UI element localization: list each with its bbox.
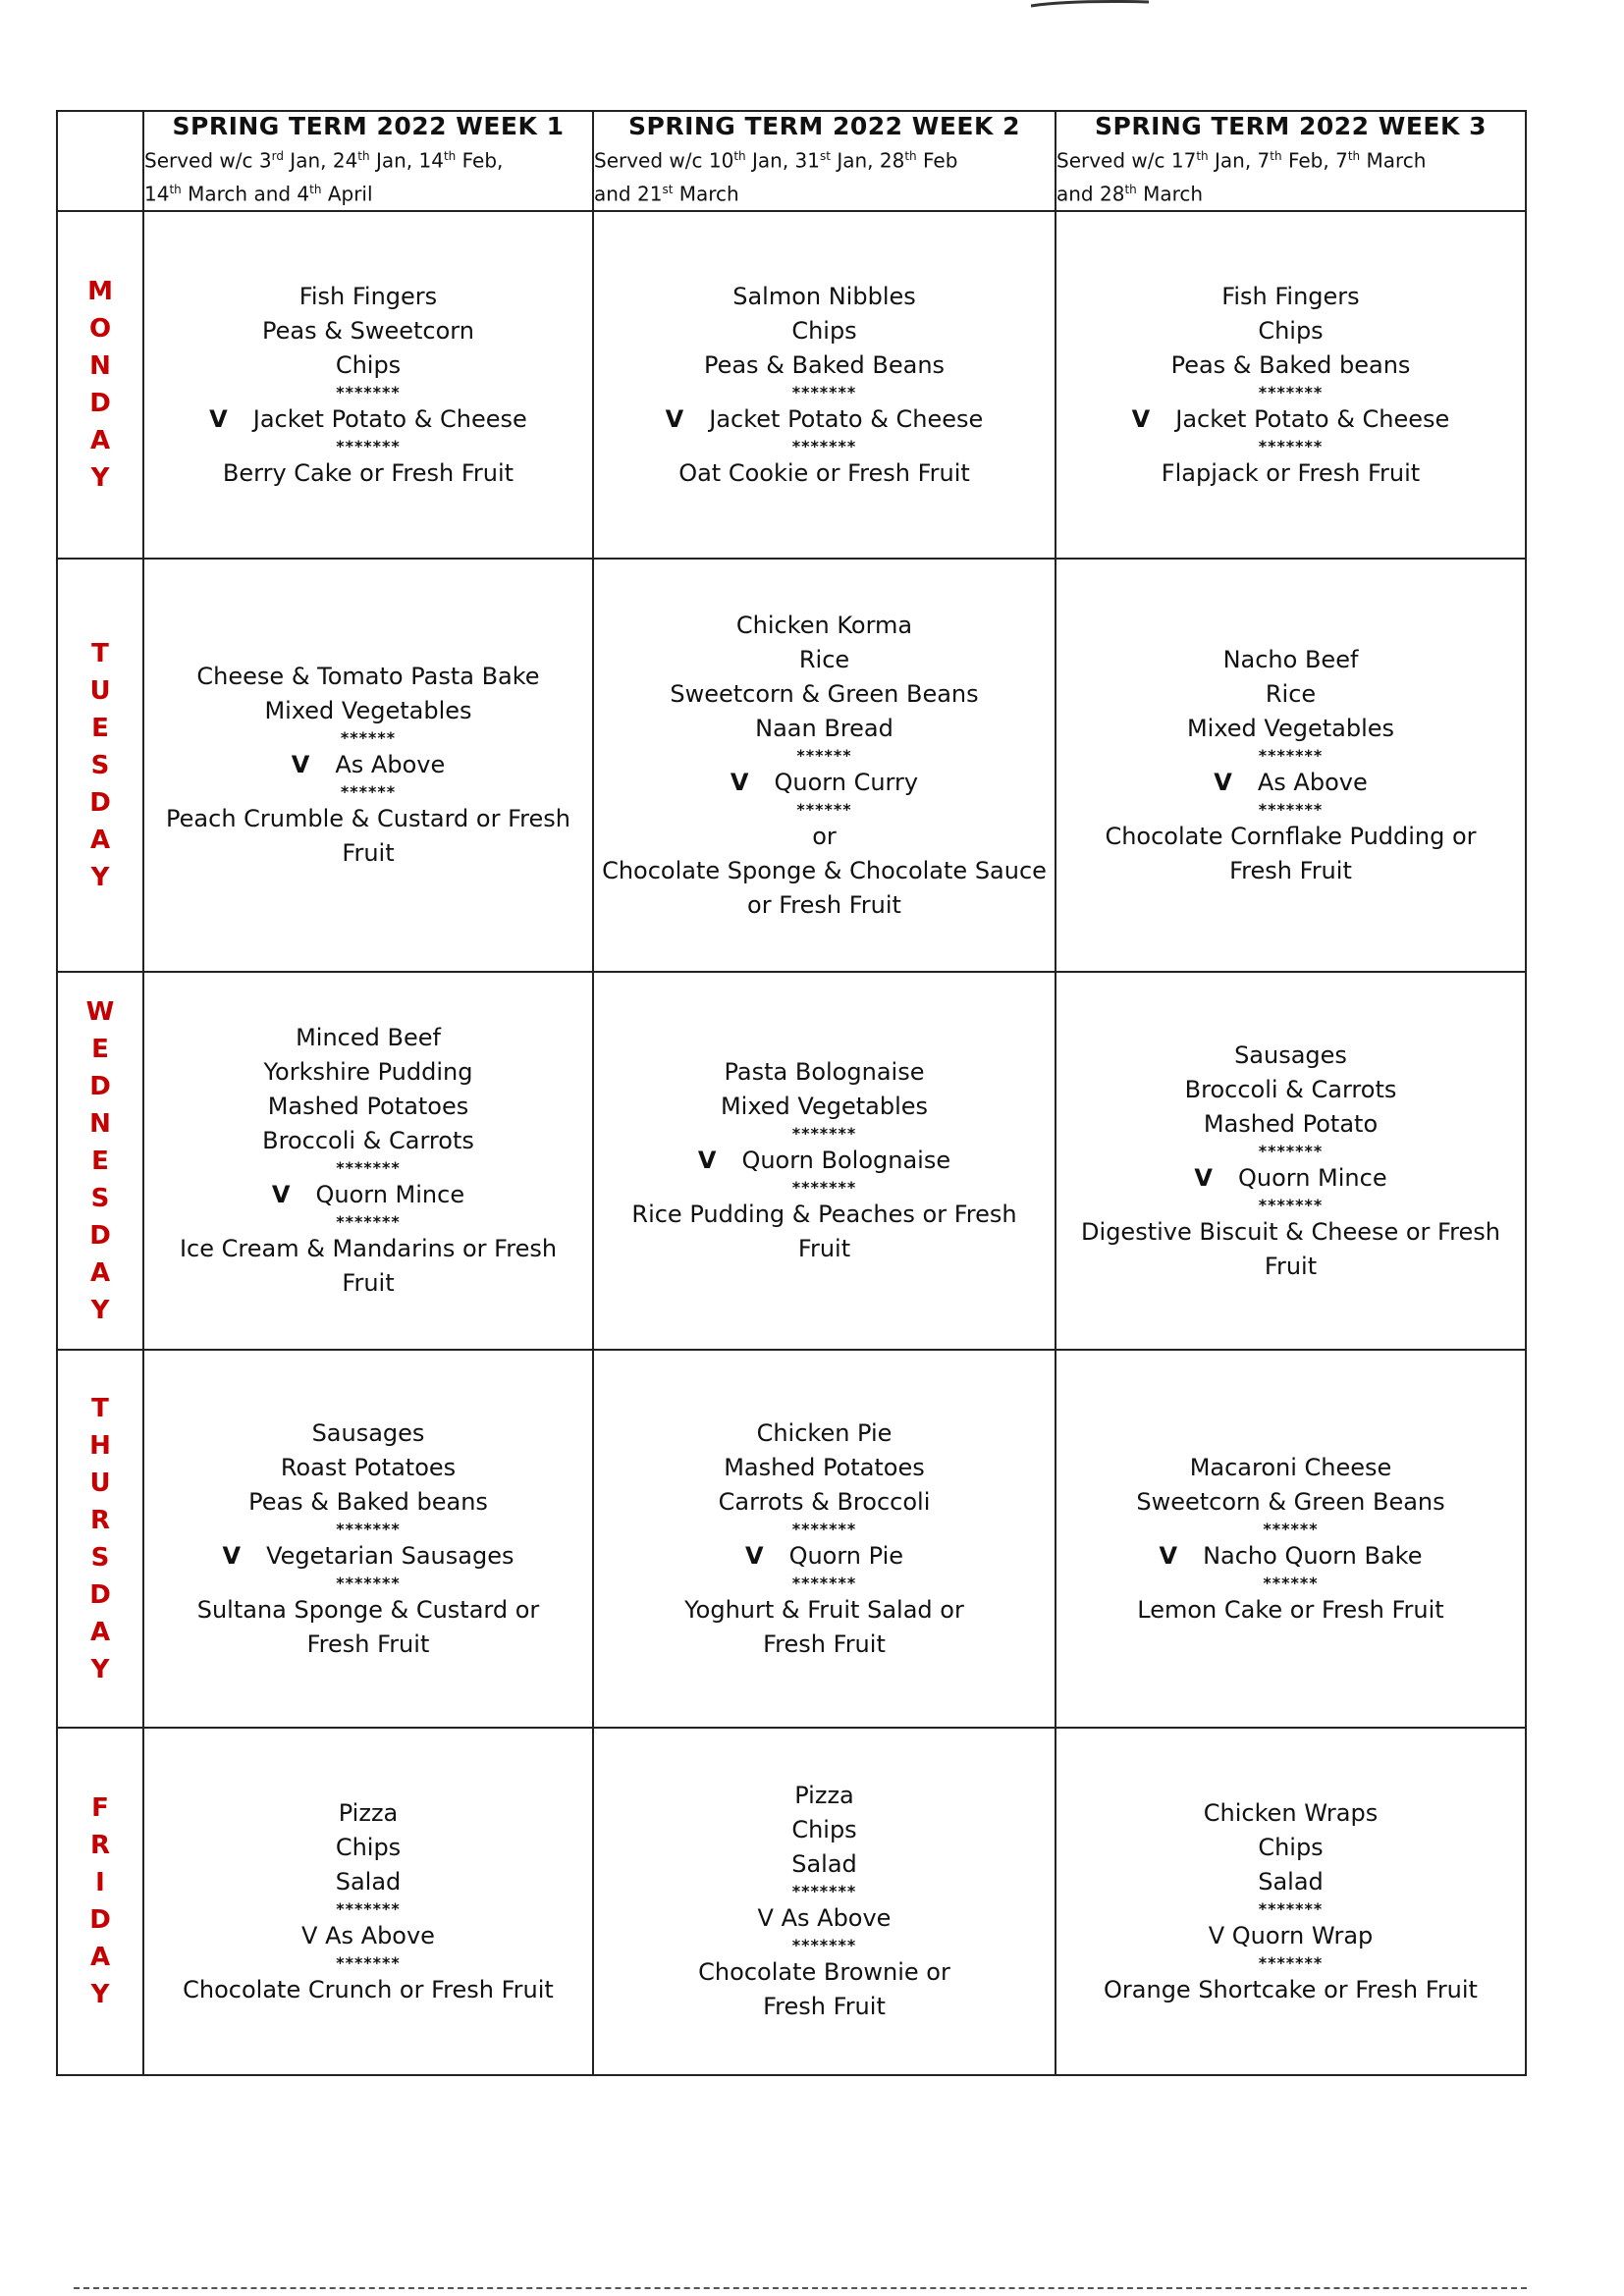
menu-cell xyxy=(1056,211,1526,559)
day-row-wednesday xyxy=(57,972,1526,1350)
dish-name: Fruit xyxy=(1264,1252,1318,1280)
served-text: Jan, 7 xyxy=(1208,148,1271,173)
dish-name: Quorn Bolognaise xyxy=(741,1147,951,1174)
dish-name: Pizza xyxy=(338,1798,399,1827)
vegetarian-option xyxy=(144,1178,592,1212)
day-letter: N xyxy=(89,1108,111,1139)
dish-name: Chips xyxy=(791,1816,857,1843)
day-letter: T xyxy=(91,638,109,668)
dish-name: As Above xyxy=(335,751,446,778)
served-text: 14 xyxy=(144,182,170,206)
menu-cell xyxy=(593,972,1056,1350)
dish-name: Mixed Vegetables xyxy=(720,1093,929,1120)
dish-name: Peas & Baked beans xyxy=(248,1487,488,1516)
dish-name: Peas & Sweetcorn xyxy=(262,316,474,345)
dish-name: Peas & Baked Beans xyxy=(703,350,946,379)
week-header-1 xyxy=(143,111,593,211)
week-title: SPRING TERM 2022 WEEK 2 xyxy=(628,112,1020,140)
separator-stars: ******* xyxy=(336,1573,401,1592)
day-letter: R xyxy=(89,1505,111,1535)
dish-name: Chocolate Cornflake Pudding or xyxy=(1105,822,1477,850)
separator-stars: ****** xyxy=(340,728,397,747)
ordinal-suffix: th xyxy=(1347,149,1361,163)
dish-name: Peach Crumble & Custard or Fresh xyxy=(166,805,570,832)
ordinal-suffix: th xyxy=(443,149,457,163)
bottom-rule xyxy=(74,2287,1527,2289)
dish-name: Flapjack or Fresh Fruit xyxy=(1161,458,1421,487)
vegetarian-marker: V xyxy=(1194,1163,1213,1192)
separator-stars: ****** xyxy=(796,745,852,765)
vegetarian-marker: V xyxy=(291,751,310,778)
vegetarian-marker: V xyxy=(222,1541,242,1570)
menu-cell xyxy=(1056,1350,1526,1728)
dish-name: Chocolate Crunch or Fresh Fruit xyxy=(183,1975,554,2003)
dish-name: Pizza xyxy=(794,1782,854,1809)
day-letter: D xyxy=(89,787,111,818)
day-letter: N xyxy=(89,351,111,381)
dish-name: Fruit xyxy=(342,839,395,867)
dish-name: Salad xyxy=(791,1850,857,1878)
separator-stars: ******* xyxy=(336,436,401,455)
dish-name: Peas & Baked beans xyxy=(1170,350,1411,379)
served-text: and 28 xyxy=(1056,182,1125,206)
dish-name: Nacho Beef xyxy=(1222,645,1359,673)
served-dates xyxy=(1056,142,1525,208)
day-row-friday xyxy=(57,1728,1526,2075)
menu-cell xyxy=(593,211,1056,559)
ordinal-suffix: th xyxy=(357,149,370,163)
dish-name: Chicken Wraps xyxy=(1203,1798,1379,1827)
day-letter: W xyxy=(85,996,115,1027)
day-letter: U xyxy=(89,1468,111,1498)
dish-name: Rice xyxy=(798,645,850,673)
dish-name: Sausages xyxy=(311,1418,425,1447)
separator-stars: ******* xyxy=(791,1178,857,1197)
day-letter: O xyxy=(88,314,112,344)
dish-name: Quorn Curry xyxy=(774,768,919,796)
vegetarian-option xyxy=(1056,1161,1525,1196)
dish-name: Salmon Nibbles xyxy=(732,282,916,310)
dish-name: Carrots & Broccoli xyxy=(718,1487,931,1516)
day-letter: D xyxy=(89,1905,111,1935)
dish-name: Broccoli & Carrots xyxy=(262,1127,474,1154)
served-text: and 21 xyxy=(594,182,663,206)
week-header-3 xyxy=(1056,111,1526,211)
menu-cell xyxy=(1056,972,1526,1350)
dish-name: Quorn Pie xyxy=(788,1541,904,1570)
dish-name: Macaroni Cheese xyxy=(1189,1453,1392,1481)
day-row-tuesday xyxy=(57,559,1526,972)
served-text: Jan, 31 xyxy=(745,148,820,173)
dish-name: Chocolate Brownie or xyxy=(698,1958,950,1986)
ordinal-suffix: th xyxy=(1196,149,1209,163)
ordinal-suffix: th xyxy=(1270,149,1282,163)
separator-stars: ******* xyxy=(1258,436,1324,455)
vegetarian-marker: V xyxy=(1214,768,1232,796)
served-text: March xyxy=(673,182,739,206)
vegetarian-option xyxy=(1056,766,1525,800)
dish-name: Orange Shortcake or Fresh Fruit xyxy=(1104,1975,1478,2003)
dish-name: Mixed Vegetables xyxy=(1186,714,1395,742)
dish-name: Naan Bread xyxy=(755,714,893,742)
dish-name: Chips xyxy=(791,316,857,345)
day-letter: S xyxy=(90,750,110,780)
separator-stars: ******* xyxy=(336,1898,401,1918)
week-title: SPRING TERM 2022 WEEK 1 xyxy=(172,112,565,140)
dish-name: Mixed Vegetables xyxy=(264,697,472,724)
vegetarian-marker: V xyxy=(744,1541,764,1570)
ordinal-suffix: rd xyxy=(271,149,284,163)
dish-name: Ice Cream & Mandarins or Fresh xyxy=(179,1235,558,1262)
day-letter: E xyxy=(91,1146,109,1176)
day-letter: A xyxy=(89,1617,111,1647)
menu-cell xyxy=(593,1728,1056,2075)
dish-name: Chocolate Sponge & Chocolate Sauce xyxy=(602,856,1047,884)
dish-name: Chips xyxy=(335,350,402,379)
dish-name: Digestive Biscuit & Cheese or Fresh xyxy=(1081,1217,1500,1246)
separator-stars: ******* xyxy=(791,1882,857,1900)
vegetarian-option xyxy=(1056,402,1525,437)
dish-name: Sultana Sponge & Custard or xyxy=(196,1595,540,1624)
served-text: Jan, 24 xyxy=(283,148,358,173)
separator-stars: ******* xyxy=(336,1158,401,1177)
menu-cell xyxy=(143,972,593,1350)
separator-stars: ******* xyxy=(336,382,401,401)
vegetarian-marker: V xyxy=(1131,404,1151,433)
day-letter: A xyxy=(89,1257,111,1288)
vegetarian-option xyxy=(144,1539,592,1574)
dish-name: Fish Fingers xyxy=(298,282,438,310)
served-text: April xyxy=(321,182,373,206)
dish-name: Fresh Fruit xyxy=(763,1993,886,2020)
dish-name: Jacket Potato & Cheese xyxy=(709,404,984,433)
dish-name: Mashed Potato xyxy=(1203,1109,1379,1138)
day-row-monday xyxy=(57,211,1526,559)
day-letter: D xyxy=(89,1071,111,1101)
dish-name: V Quorn Wrap xyxy=(1208,1921,1374,1949)
separator-stars: ******* xyxy=(791,1936,857,1954)
separator-stars: ******* xyxy=(336,1212,401,1231)
served-text: March xyxy=(1360,148,1427,173)
dish-name: Sweetcorn & Green Beans xyxy=(1136,1487,1445,1516)
dish-name: Fresh Fruit xyxy=(306,1629,430,1658)
dish-name: Chicken Korma xyxy=(735,611,913,639)
dish-name: V As Above xyxy=(301,1921,435,1949)
dish-name: Lemon Cake or Fresh Fruit xyxy=(1137,1595,1444,1624)
separator-stars: ****** xyxy=(1263,1573,1319,1592)
day-letter: D xyxy=(89,1579,111,1610)
dish-name: Broccoli & Carrots xyxy=(1184,1075,1397,1103)
day-letter: Y xyxy=(90,1654,110,1684)
dish-name: V As Above xyxy=(757,1904,892,1932)
day-label xyxy=(57,211,143,559)
day-label xyxy=(57,1350,143,1728)
day-letter: E xyxy=(91,1034,109,1064)
separator-stars: ******* xyxy=(791,1573,857,1592)
day-letter: M xyxy=(87,277,113,306)
dish-name: Salad xyxy=(335,1867,402,1896)
served-text: Served w/c 17 xyxy=(1056,148,1197,173)
dish-name: Jacket Potato & Cheese xyxy=(252,404,527,433)
vegetarian-option xyxy=(594,766,1055,800)
dish-name: Fish Fingers xyxy=(1221,282,1360,310)
day-letter: D xyxy=(89,1220,111,1251)
vegetarian-marker: V xyxy=(697,1147,717,1174)
dish-name: As Above xyxy=(1257,768,1368,796)
vegetarian-option xyxy=(594,1144,1055,1178)
menu-cell xyxy=(143,559,593,972)
ordinal-suffix: th xyxy=(169,182,182,196)
ordinal-suffix: st xyxy=(820,149,831,163)
day-letter: Y xyxy=(90,1980,110,2009)
dish-name: Oat Cookie or Fresh Fruit xyxy=(678,458,970,487)
separator-stars: ******* xyxy=(1258,1898,1324,1918)
separator-stars: ****** xyxy=(1263,1519,1319,1538)
day-letter: D xyxy=(89,389,111,418)
dish-name: Berry Cake or Fresh Fruit xyxy=(222,458,514,487)
served-text: Served w/c 10 xyxy=(594,148,734,173)
ordinal-suffix: th xyxy=(1124,182,1137,196)
dish-name: Minced Beef xyxy=(296,1024,441,1051)
vegetarian-marker: V xyxy=(271,1181,291,1208)
day-letter: E xyxy=(91,713,109,743)
dish-name: Quorn Mince xyxy=(1237,1163,1387,1192)
ordinal-suffix: st xyxy=(662,182,674,196)
served-dates xyxy=(594,142,1055,208)
dish-name: Fruit xyxy=(342,1269,395,1297)
day-letter: F xyxy=(91,1793,109,1823)
vegetarian-marker: V xyxy=(1159,1541,1178,1570)
day-letter: A xyxy=(89,825,111,855)
day-letter: I xyxy=(95,1868,105,1897)
separator-stars: ******* xyxy=(1258,1195,1324,1214)
separator-stars: ******* xyxy=(791,1124,857,1143)
separator-stars: ******* xyxy=(791,382,857,401)
served-text: Feb, xyxy=(456,148,504,173)
dish-name: Mashed Potatoes xyxy=(267,1093,469,1120)
served-text: Feb, 7 xyxy=(1281,148,1348,173)
corner-cell xyxy=(57,111,143,211)
vegetarian-marker: V xyxy=(730,768,749,796)
day-letter: Y xyxy=(90,1295,110,1325)
dish-name: or xyxy=(812,822,837,850)
day-letter: S xyxy=(90,1183,110,1213)
served-text: March and 4 xyxy=(181,182,310,206)
dish-name: Chips xyxy=(335,1833,402,1861)
dish-name: Fresh Fruit xyxy=(1229,856,1352,884)
day-letter: Y xyxy=(90,862,110,892)
separator-stars: ******* xyxy=(1258,799,1324,819)
vegetarian-option xyxy=(144,748,592,782)
vegetarian-option xyxy=(1056,1539,1525,1574)
scan-mark xyxy=(1031,0,1149,8)
dish-name: Pasta Bolognaise xyxy=(724,1058,925,1086)
separator-stars: ****** xyxy=(340,782,397,801)
menu-cell xyxy=(1056,559,1526,972)
menu-cell xyxy=(593,559,1056,972)
menu-cell xyxy=(1056,1728,1526,2075)
menu-table xyxy=(56,110,1527,2076)
separator-stars: ******* xyxy=(336,1519,401,1538)
vegetarian-marker: V xyxy=(209,404,228,433)
dish-name: Cheese & Tomato Pasta Bake xyxy=(196,663,540,690)
day-letter: Y xyxy=(90,463,110,493)
day-letter: U xyxy=(89,675,111,706)
separator-stars: ******* xyxy=(1258,1952,1324,1972)
week-title: SPRING TERM 2022 WEEK 3 xyxy=(1095,112,1487,140)
served-text: Feb xyxy=(916,148,958,173)
dish-name: Rice xyxy=(1265,679,1317,708)
served-text: March xyxy=(1136,182,1204,206)
dish-name: Jacket Potato & Cheese xyxy=(1175,404,1450,433)
separator-stars: ******* xyxy=(1258,382,1324,401)
separator-stars: ******* xyxy=(791,436,857,455)
day-letter: H xyxy=(89,1430,111,1461)
day-row-thursday xyxy=(57,1350,1526,1728)
served-text: Served w/c 3 xyxy=(144,148,272,173)
vegetarian-option xyxy=(144,402,592,437)
separator-stars: ****** xyxy=(796,799,852,819)
day-label xyxy=(57,559,143,972)
dish-name: Quorn Mince xyxy=(315,1181,465,1208)
day-label xyxy=(57,1728,143,2075)
dish-name: or Fresh Fruit xyxy=(747,890,901,919)
menu-cell xyxy=(143,1728,593,2075)
separator-stars: ******* xyxy=(1258,1141,1324,1160)
day-label xyxy=(57,972,143,1350)
dish-name: Sausages xyxy=(1234,1041,1347,1069)
week-header-2 xyxy=(593,111,1056,211)
dish-name: Rice Pudding & Peaches or Fresh xyxy=(631,1201,1017,1228)
vegetarian-option xyxy=(594,402,1055,437)
day-letter: S xyxy=(90,1542,110,1573)
separator-stars: ******* xyxy=(336,1952,401,1972)
dish-name: Sweetcorn & Green Beans xyxy=(670,679,979,708)
served-text: Jan, 28 xyxy=(830,148,905,173)
ordinal-suffix: th xyxy=(904,149,917,163)
menu-cell xyxy=(143,211,593,559)
menu-cell xyxy=(143,1350,593,1728)
dish-name: Roast Potatoes xyxy=(280,1453,457,1481)
dish-name: Yorkshire Pudding xyxy=(263,1058,473,1086)
dish-name: Vegetarian Sausages xyxy=(266,1541,514,1570)
vegetarian-marker: V xyxy=(665,404,684,433)
dish-name: Chicken Pie xyxy=(756,1418,893,1447)
dish-name: Fresh Fruit xyxy=(763,1629,886,1658)
served-dates xyxy=(144,142,592,208)
dish-name: Chips xyxy=(1258,316,1324,345)
vegetarian-option xyxy=(594,1539,1055,1574)
dish-name: Nacho Quorn Bake xyxy=(1203,1541,1423,1570)
day-letter: R xyxy=(89,1831,111,1860)
served-text: Jan, 14 xyxy=(369,148,444,173)
ordinal-suffix: th xyxy=(733,149,746,163)
dish-name: Yoghurt & Fruit Salad or xyxy=(684,1595,964,1624)
dish-name: Chips xyxy=(1258,1833,1324,1861)
ordinal-suffix: th xyxy=(309,182,322,196)
header-row xyxy=(57,111,1526,211)
dish-name: Mashed Potatoes xyxy=(724,1453,925,1481)
dish-name: Salad xyxy=(1258,1867,1324,1896)
day-letter: A xyxy=(89,1943,111,1972)
day-letter: T xyxy=(91,1393,109,1423)
day-letter: A xyxy=(89,426,111,455)
menu-cell xyxy=(593,1350,1056,1728)
separator-stars: ******* xyxy=(791,1519,857,1538)
separator-stars: ******* xyxy=(1258,745,1324,765)
dish-name: Fruit xyxy=(797,1235,851,1262)
